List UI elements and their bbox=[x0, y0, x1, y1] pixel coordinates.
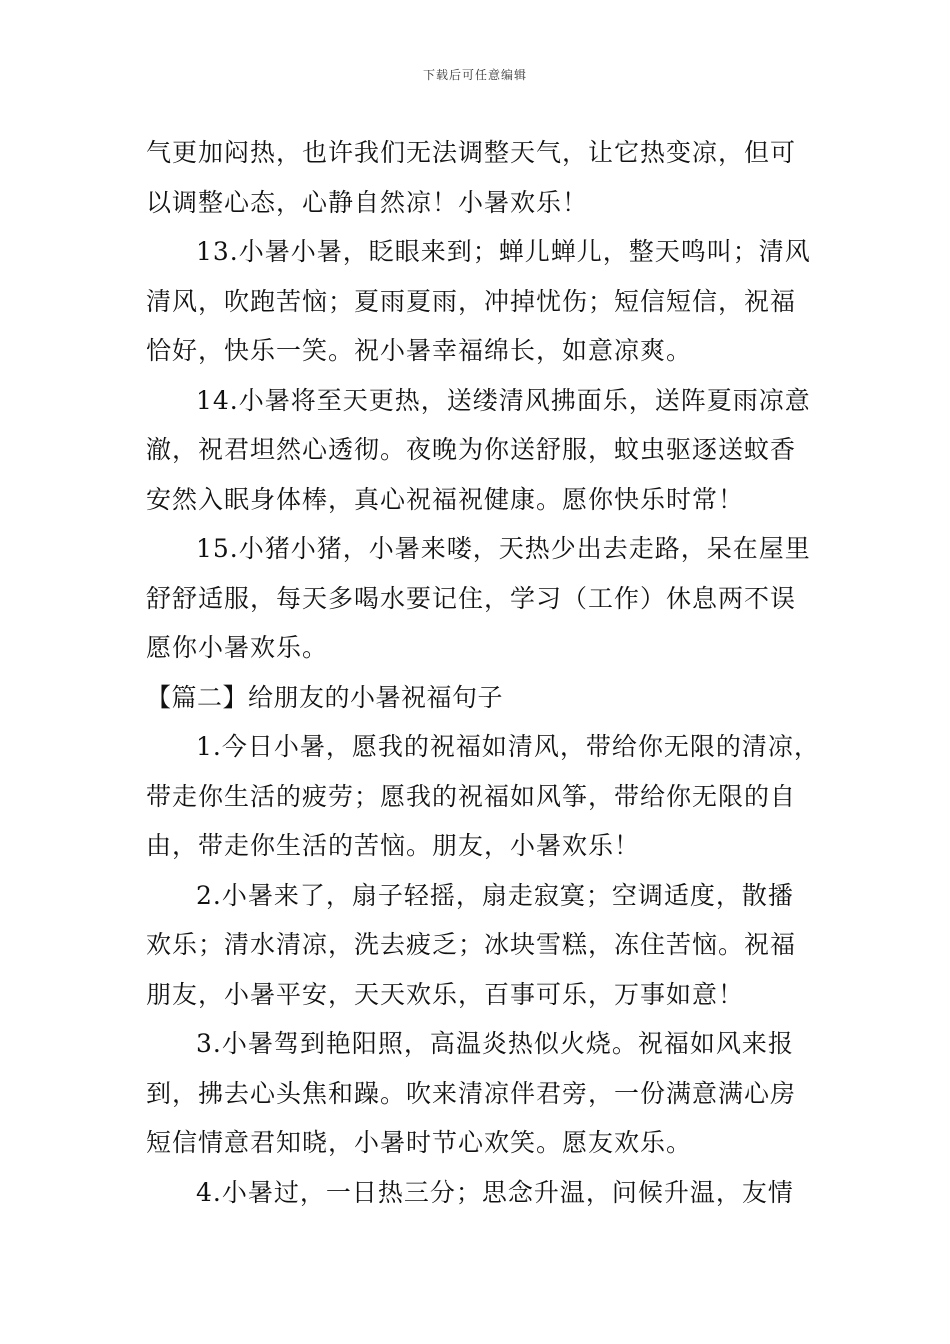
paragraph-line: 欢乐；清水清凉，洗去疲乏；冰块雪糕，冻住苦恼。祝福 bbox=[146, 930, 797, 959]
paragraph-line: 气更加闷热，也许我们无法调整天气，让它热变凉，但可 bbox=[146, 138, 797, 167]
document-body bbox=[146, 128, 846, 1217]
paragraph-line: 以调整心态，心静自然凉！小暑欢乐！ bbox=[146, 187, 589, 217]
paragraph-line: 由，带走你生活的苦恼。朋友，小暑欢乐！ bbox=[146, 831, 641, 860]
paragraph-line: 清风，吹跑苦恼；夏雨夏雨，冲掉忧伤；短信短信，祝福 bbox=[146, 286, 797, 316]
paragraph-line: 2.小暑来了，扇子轻摇，扇走寂寞；空调适度，散播 bbox=[196, 880, 794, 910]
section-heading: 【篇二】给朋友的小暑祝福句子 bbox=[146, 682, 504, 712]
paragraph-line: 4.小暑过，一日热三分；思念升温，问候升温，友情 bbox=[196, 1177, 794, 1207]
paragraph-line: 3.小暑驾到艳阳照，高温炎热似火烧。祝福如风来报 bbox=[196, 1029, 794, 1058]
paragraph-line: 澈，祝君坦然心透彻。夜晚为你送舒服，蚊虫驱逐送蚊香 bbox=[146, 435, 797, 464]
paragraph-line: 安然入眠身体棒，真心祝福祝健康。愿你快乐时常！ bbox=[146, 484, 745, 514]
paragraph-line: 带走你生活的疲劳；愿我的祝福如风筝，带给你无限的自 bbox=[146, 781, 797, 811]
paragraph-line: 到，拂去心头焦和躁。吹来清凉伴君旁，一份满意满心房 bbox=[146, 1078, 797, 1108]
paragraph-line: 1.今日小暑，愿我的祝福如清风，带给你无限的清凉， bbox=[196, 732, 820, 761]
paragraph-line: 愿你小暑欢乐。 bbox=[146, 633, 329, 662]
paragraph-line: 恰好，快乐一笑。祝小暑幸福绵长，如意凉爽。 bbox=[146, 336, 693, 365]
paragraph-line: 15.小猪小猪，小暑来喽，天热少出去走路，呆在屋里 bbox=[196, 534, 811, 563]
paragraph-line: 13.小暑小暑，眨眼来到；蝉儿蝉儿，整天鸣叫；清风 bbox=[196, 237, 811, 266]
paragraph-line: 舒舒适服，每天多喝水要记住，学习（工作）休息两不误 bbox=[146, 583, 797, 613]
paragraph-line: 朋友，小暑平安，天天欢乐，百事可乐，万事如意！ bbox=[146, 979, 745, 1009]
header-note: 下载后可任意编辑 bbox=[422, 68, 527, 82]
paragraph-line: 短信情意君知晓，小暑时节心欢笑。愿友欢乐。 bbox=[146, 1128, 693, 1157]
paragraph-line: 14.小暑将至天更热，送缕清风拂面乐，送阵夏雨凉意 bbox=[196, 385, 811, 415]
